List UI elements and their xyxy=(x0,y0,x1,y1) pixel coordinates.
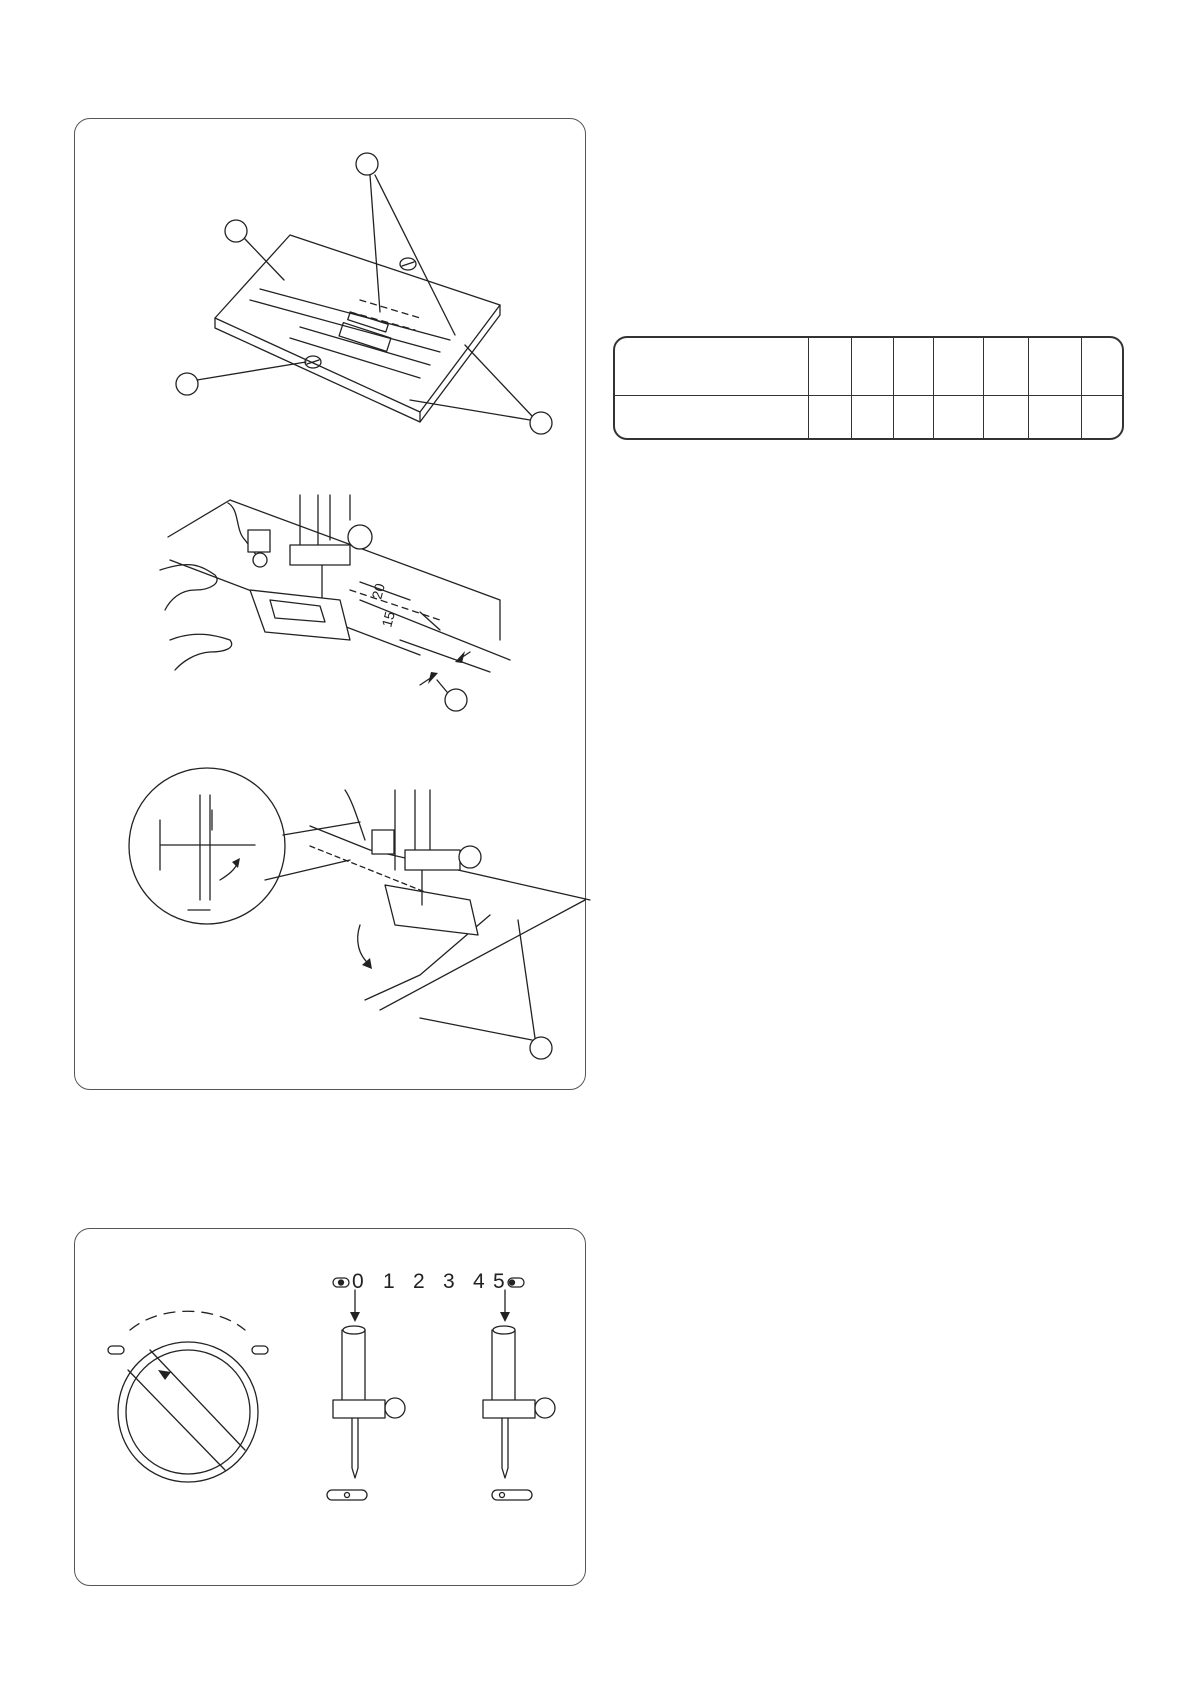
scale-number: 2 xyxy=(413,1270,425,1293)
corner-pivot-illustration xyxy=(129,768,590,1059)
seam-guide-label-15: 15 xyxy=(378,609,398,629)
scale-number: 1 xyxy=(383,1270,395,1293)
scale-number: 0 xyxy=(352,1270,364,1293)
scale-number: 5 xyxy=(493,1270,505,1293)
seam-guide-label-20: 20 xyxy=(368,581,388,601)
presser-foot-seam-illustration xyxy=(160,495,510,711)
scale-number: 4 xyxy=(473,1270,485,1293)
needle-position-illustration xyxy=(108,1278,555,1500)
scale-number: 3 xyxy=(443,1270,455,1293)
needle-plate-illustration xyxy=(176,153,552,434)
